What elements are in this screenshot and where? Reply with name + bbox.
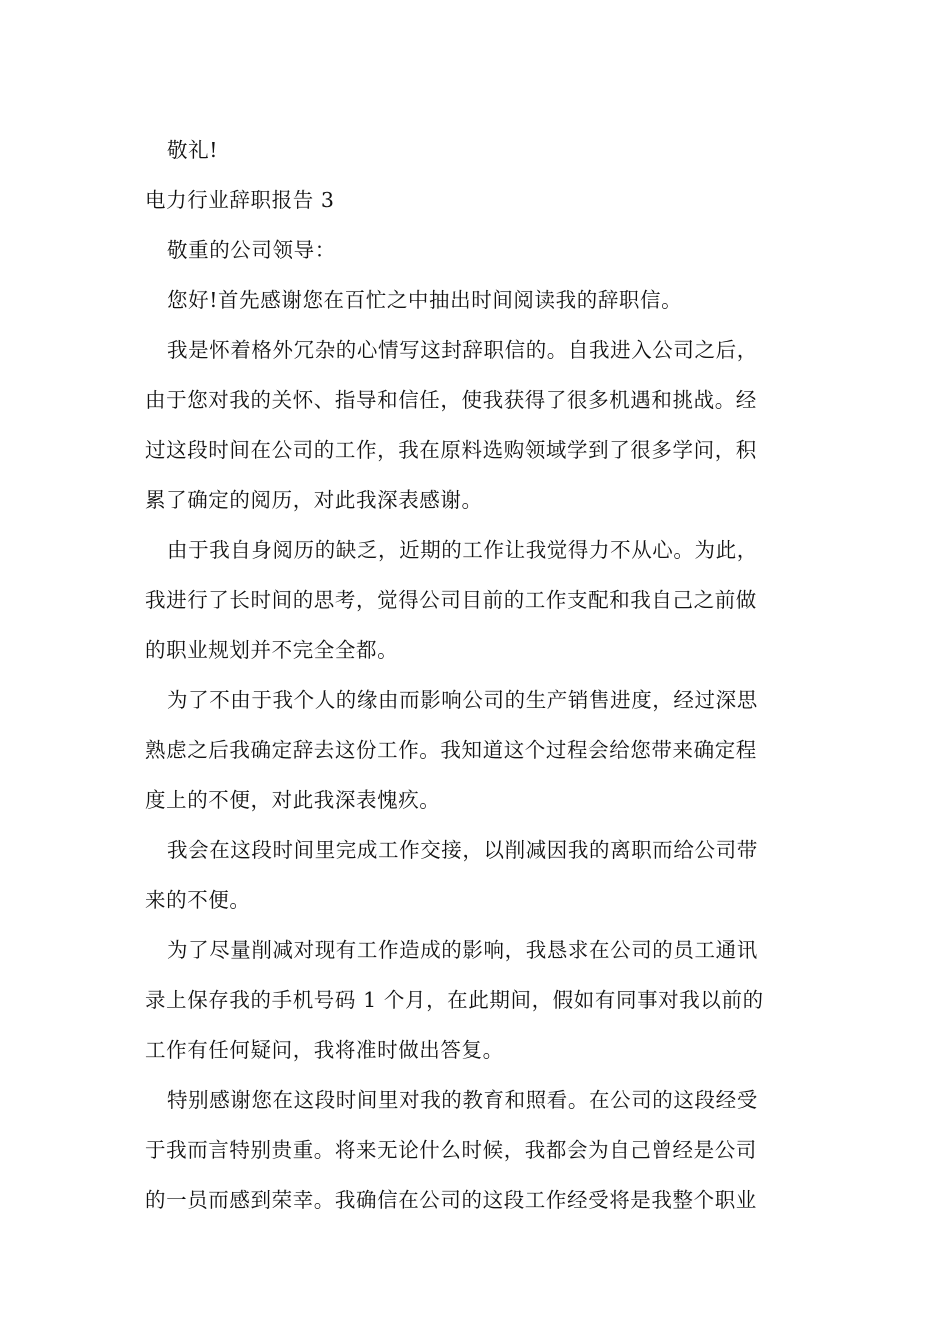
document-heading: 电力行业辞职报告 3 (145, 188, 335, 212)
closing-line: 敬礼! (167, 138, 219, 162)
body-line: 我会在这段时间里完成工作交接，以削减因我的离职而给公司带 (167, 838, 758, 862)
body-line: 您好!首先感谢您在百忙之中抽出时间阅读我的辞职信。 (167, 288, 683, 312)
body-line: 为了不由于我个人的缘由而影响公司的生产销售进度，经过深思 (167, 688, 758, 712)
body-line: 我是怀着格外冗杂的心情写这封辞职信的。自我进入公司之后， (167, 338, 758, 362)
body-line: 累了确定的阅历，对此我深表感谢。 (145, 488, 483, 512)
body-line: 工作有任何疑问，我将准时做出答复。 (145, 1038, 504, 1062)
body-line: 的职业规划并不完全全都。 (145, 638, 399, 662)
body-line: 由于您对我的关怀、指导和信任，使我获得了很多机遇和挑战。经 (145, 388, 757, 412)
salutation-line: 敬重的公司领导： (167, 238, 336, 262)
body-line: 为了尽量削减对现有工作造成的影响，我恳求在公司的员工通讯 (167, 938, 758, 962)
body-line: 的一员而感到荣幸。我确信在公司的这段工作经受将是我整个职业 (145, 1188, 757, 1212)
body-line: 度上的不便，对此我深表愧疚。 (145, 788, 441, 812)
body-line: 特别感谢您在这段时间里对我的教育和照看。在公司的这段经受 (167, 1088, 758, 1112)
body-line: 来的不便。 (145, 888, 251, 912)
body-line: 熟虑之后我确定辞去这份工作。我知道这个过程会给您带来确定程 (145, 738, 757, 762)
body-line: 于我而言特别贵重。将来无论什么时候，我都会为自己曾经是公司 (145, 1138, 757, 1162)
body-line: 过这段时间在公司的工作，我在原料选购领域学到了很多学问，积 (145, 438, 757, 462)
body-line: 由于我自身阅历的缺乏，近期的工作让我觉得力不从心。为此， (167, 538, 758, 562)
body-line: 录上保存我的手机号码 1 个月，在此期间，假如有同事对我以前的 (145, 988, 764, 1012)
body-line: 我进行了长时间的思考，觉得公司目前的工作支配和我自己之前做 (145, 588, 757, 612)
